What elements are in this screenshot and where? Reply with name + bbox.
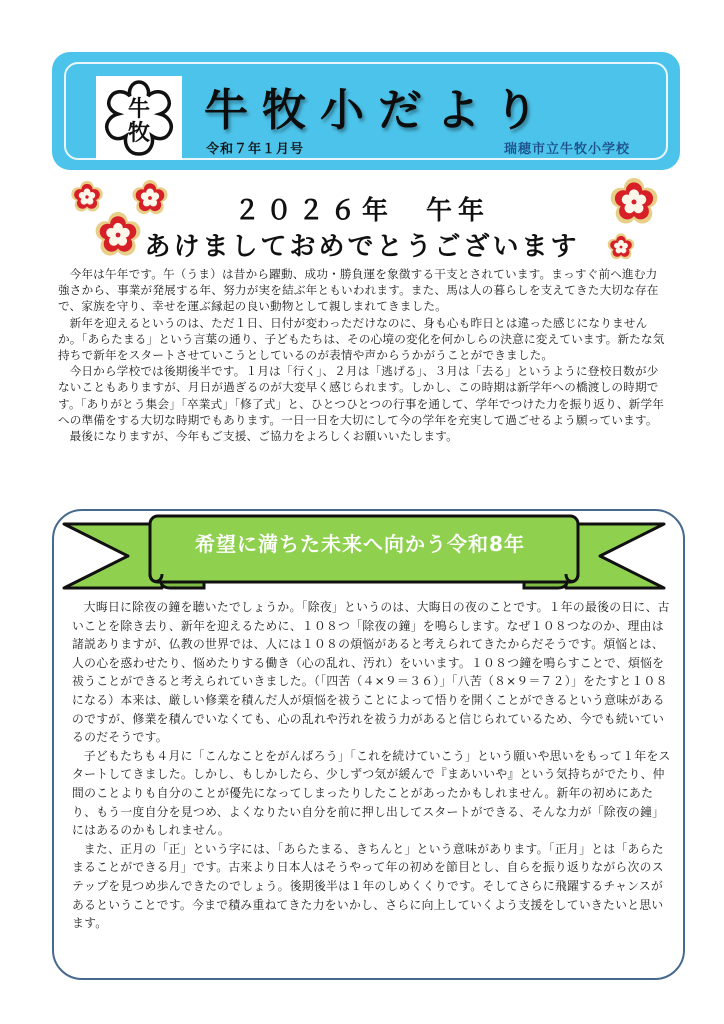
school-name: 瑞穂市立牛牧小学校 — [503, 142, 630, 157]
cherry-blossom-emblem-icon — [96, 76, 182, 160]
greeting-message: あけましておめでとうございます — [144, 232, 580, 262]
paragraph: 子どもたちも４月に「こんなことをがんばろう」「これを続けていこう」という願いや思いをもって１年をスタートしてきました。しかし、もしかしたら、少しずつ気が緩んで『まあいいや』という気持ちがでたり、仲間のことよりも自分のことが優先になってしまったりしたことがあったかもしれません。新年の初めにあたり、もう一度自分を見つめ、よくなりたい自分を前に押し出してスタートができる、そんな力が「除夜の鐘」にはあるのかもしれません。 — [72, 748, 671, 838]
section-title: 希望に満ちた未来へ向かう令和8年 — [195, 532, 525, 556]
feature-section-body — [72, 598, 672, 933]
newsletter-header — [52, 52, 680, 170]
paragraph: また、正月の「正」という字には、「あらたまる、きちんと」という意味があります。「正月」とは「あらたまることができる月」です。古来より日本人はそうやって年の初めを節目とし、自らを振り返りながら次のステップを見つめ歩んできたのでしょう。後期後半は１年のしめくくりです。そしてさらに飛躍するチャンスがあるということです。今まで積み重ねてきた力をいかし、さらに向上していくよう支援をしていきたいと思います。 — [72, 841, 664, 931]
issue-date: 令和７年１月号 — [206, 142, 305, 157]
paragraph: 今年は午年です。午（うま）は昔から躍動、成功・勝負運を象徴する干支とされています。まっすぐ前へ進む力強さから、事業が発展する年、努力が実を結ぶ年ともいわれます。また、馬は人の暮らしを支えてきた大切な存在で、家族を守り、幸せを運ぶ縁起の良い動物として親しまれてきました。 — [58, 267, 659, 314]
newsletter-title: 牛牧小だより — [204, 85, 552, 136]
paragraph: 大晦日に除夜の鐘を聴いたでしょうか。「除夜」というのは、大晦日の夜のことです。１年の最後の日に、古いことを除き去り、新年を迎えるために、１０８つ「除夜の鐘」を鳴らします。なぜ１０８つなのか、理由は諸説ありますが、仏教の世界では、人には１０８の煩悩があると考えられてきたからだそうです。煩悩とは、人の心を惑わせたり、悩めたりする働き（心の乱れ、汚れ）をいいます。１０８つ鐘を鳴らすことで、煩悩を祓うことができると考えられていきました。（「四苦（４×９＝３６）」「八苦（８×９＝７２）」をたすと１０８になる）本来は、厳しい修業を積んだ人が煩悩を祓うことによって悟りを開くことができるという意味があるのですが、修業を積んでいなくても、心の乱れや汚れを祓う力があると信じられているため、今でも続いているのだそうです。 — [72, 600, 670, 745]
svg-text:牛: 牛 — [127, 97, 151, 122]
school-logo — [96, 76, 182, 160]
header-inner-frame — [64, 62, 668, 160]
paragraph: 新年を迎えるというのは、ただ１日、日付が変わっただけなのに、身も心も昨日とは違った感じになりませんか。「あらたまる」という言葉の通り、子どもたちは、その心境の変化を何かしらの決意に変えています。新たな気持ちで新年をスタートさせていこうとしているのが表情や声からうかがうことができました。 — [58, 315, 665, 363]
svg-text:牧: 牧 — [127, 121, 151, 146]
greeting-year: ２０２６年 午年 — [233, 196, 490, 226]
paragraph: 今日から学校では後期後半です。１月は「行く」、２月は「逃げる」、３月は「去る」というように登校日数が少ないこともありますが、月日が過ぎるのが大変早く感じられます。しかし、この時期は新学年への橋渡しの時期です。「ありがとう集会」「卒業式」「修了式」と、ひとつひとつの行事を通して、学年でつけた力を振り返り、新学年への準備をする大切な時期でもあります。一日一日を大切にして今の学年を充実して過ごせるよう願っています。 — [58, 364, 665, 427]
principal-message — [58, 266, 668, 444]
paragraph: 最後になりますが、今年もご支援、ご協力をよろしくお願いいたします。 — [69, 429, 458, 444]
